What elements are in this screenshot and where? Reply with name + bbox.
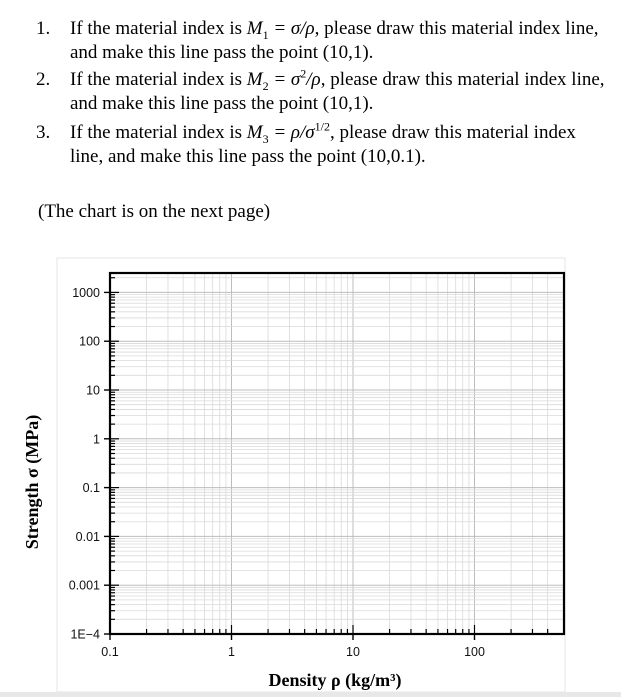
question-text: If the material index is $M_1 = \sigma/\rho$, please draw this material index line, and make this line pass the point (10,1). [70,18,599,63]
page-bottom-edge [0,692,621,697]
index-symbol: M [246,69,263,90]
y-tick-label: 1E−4 [70,627,100,642]
y-tick-label: 1000 [72,285,100,300]
y-tick-label: 0.001 [68,578,100,593]
x-axis-label: Density ρ (kg/m³) [268,670,402,690]
question-number: 2. [36,69,51,90]
x-tick-label: 10 [346,645,360,659]
index-symbol: M [246,18,263,39]
question-number: 1. [36,18,51,39]
question-text: If the material index is $M_3 = \rho/\sigma^{1/2}$, please draw this material index line, and make this line pass the point (10,0.1). [70,119,576,167]
chart-note: (The chart is on the next page) [38,201,271,222]
chart-panel [57,258,565,692]
y-tick-label: 0.01 [75,529,100,544]
x-tick-label: 100 [464,645,485,659]
question-text: If the material index is $M_2 = \sigma^2/\rho$, please draw this material index line, and make this line pass the point (10,1). [70,66,605,114]
y-tick-label: 0.1 [82,481,100,496]
index-formula: = σ/ρ [268,18,315,39]
question-number: 3. [36,122,51,143]
y-tick-label: 10 [86,383,100,398]
y-tick-label: 1 [93,432,100,447]
x-tick-label: 0.1 [101,645,119,659]
y-tick-label: 100 [79,334,100,349]
ashby-chart [0,240,621,692]
y-axis-label: Strength σ (MPa) [22,414,42,550]
index-symbol: M [246,122,263,143]
x-tick-label: 1 [228,645,235,659]
